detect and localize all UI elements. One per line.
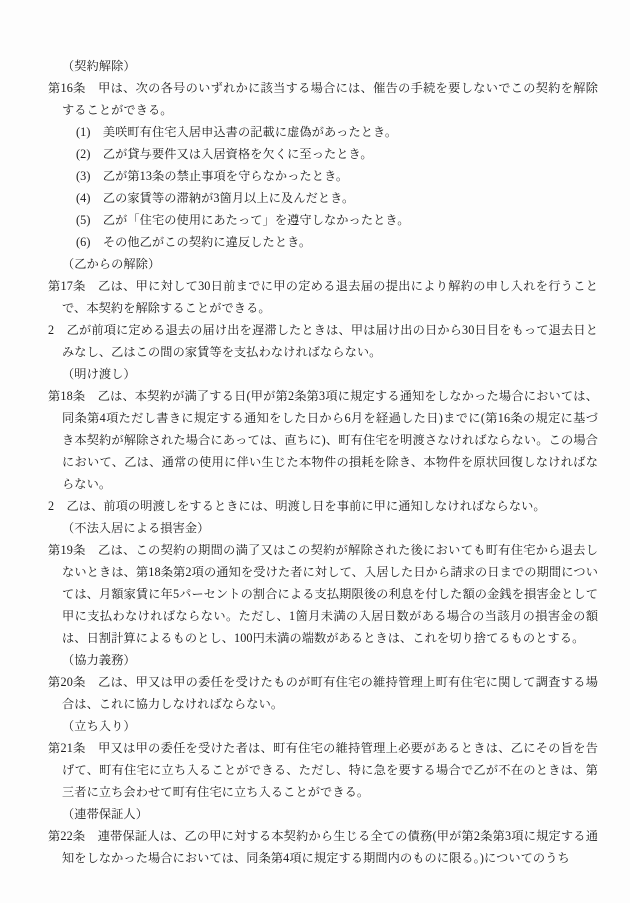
article-18-paragraph-2-marker: 2 — [48, 499, 55, 513]
article-16-item-1-marker: (1) — [76, 125, 91, 139]
article-22 — [48, 825, 598, 869]
marker-gap — [86, 675, 99, 689]
article-22-marker: 第22条 — [48, 829, 86, 843]
heading-joint-guarantor-text: （連帯保証人） — [62, 807, 149, 821]
heading-surrender-text: （明け渡し） — [62, 367, 136, 381]
article-16-item-6 — [48, 231, 598, 253]
article-16-item-1 — [48, 121, 598, 143]
article-18-text: 乙は、本契約が満了する日(甲が第2条第3項に規定する通知をしなかった場合においては、同条第4項ただし書きに規定する通知をした日から6月を経過した日)までに(第16条の規定に基づき本契約が解除された場合にあっては、直ちに)、町有住宅を明渡さなければならない。この場合において、乙は、通常の使用に伴い生じた本物件の損耗を除き、本物件を原状回復しなければならない。 — [62, 389, 598, 491]
article-16-item-5 — [48, 209, 598, 231]
article-18-marker: 第18条 — [48, 389, 86, 403]
article-22-text: 連帯保証人は、乙の甲に対する本契約から生じる全ての債務(甲が第2条第3項に規定する通知をしなかった場合においては、同条第4項に規定する期間内のものに限る。)についてのうち — [62, 829, 598, 865]
heading-joint-guarantor — [48, 803, 598, 825]
article-20 — [48, 671, 598, 715]
article-21-marker: 第21条 — [48, 741, 86, 755]
heading-entry — [48, 715, 598, 737]
article-17-paragraph-2 — [48, 319, 598, 363]
article-17 — [48, 275, 598, 319]
article-20-text: 乙は、甲又は甲の委任を受けたものが町有住宅の維持管理上町有住宅に関して調査する場合は、これに協力しなければならない。 — [62, 675, 598, 711]
heading-illegal-occupancy-damages-text: （不法入居による損害金） — [62, 521, 210, 535]
marker-gap — [85, 389, 97, 403]
article-19-text: 乙は、この契約の期間の満了又はこの契約が解除された後においても町有住宅から退去しないときは、第18条第2項の通知を受けた者に対して、入居した日から請求の日までの期間については、月額家賃に年5パーセントの割合による支払期限後の利息を付した額の金銭を損害金として甲に支払わなければならない。ただし、1箇月未満の入居日数がある場合の当該月の損害金の額は、日割計算によるものとし、100円未満の端数があるときは、これを切り捨てるものとする。 — [62, 543, 598, 645]
article-16-item-6-text: その他乙がこの契約に違反したとき。 — [102, 235, 312, 249]
marker-gap — [91, 147, 103, 161]
marker-gap — [85, 829, 97, 843]
heading-cancellation-by-otsu — [48, 253, 598, 275]
article-20-marker: 第20条 — [48, 675, 86, 689]
article-16-item-2-marker: (2) — [76, 147, 91, 161]
article-17-paragraph-2-marker: 2 — [48, 323, 55, 337]
article-17-text: 乙は、甲に対して30日前までに甲の定める退去届の提出により解約の申し入れを行うことで、本契約を解除することができる。 — [62, 279, 598, 315]
article-16-text: 甲は、次の各号のいずれかに該当する場合には、催告の手続を要しないでこの契約を解除することができる。 — [62, 81, 598, 117]
article-16-item-4 — [48, 187, 598, 209]
article-19 — [48, 539, 598, 649]
article-17-marker: 第17条 — [48, 279, 86, 293]
article-16-item-3-marker: (3) — [76, 169, 91, 183]
heading-surrender — [48, 363, 598, 385]
article-19-marker: 第19条 — [48, 543, 86, 557]
marker-gap — [91, 213, 103, 227]
article-16-item-5-text: 乙が「住宅の使用にあたって」を遵守しなかったとき。 — [102, 213, 410, 227]
marker-gap — [91, 191, 103, 205]
article-16-item-4-text: 乙の家賃等の滞納が3箇月以上に及んだとき。 — [102, 191, 355, 205]
article-21 — [48, 737, 598, 803]
heading-duty-of-cooperation — [48, 649, 598, 671]
article-18-paragraph-2 — [48, 495, 598, 517]
marker-gap — [54, 499, 66, 513]
marker-gap — [86, 279, 99, 293]
marker-gap — [54, 323, 66, 337]
marker-gap — [86, 81, 99, 95]
marker-gap — [86, 543, 99, 557]
article-18-paragraph-2-text: 乙は、前項の明渡しをするときには、明渡し日を事前に甲に通知しなければならない。 — [66, 499, 546, 513]
article-16-item-3-text: 乙が第13条の禁止事項を守らなかったとき。 — [102, 169, 349, 183]
article-16-item-6-marker: (6) — [76, 235, 91, 249]
article-16-marker: 第16条 — [48, 81, 86, 95]
heading-illegal-occupancy-damages — [48, 517, 598, 539]
article-16 — [48, 77, 598, 121]
document-body — [48, 55, 598, 869]
heading-contract-cancellation — [48, 55, 598, 77]
article-16-item-5-marker: (5) — [76, 213, 91, 227]
heading-contract-cancellation-text: （契約解除） — [62, 59, 136, 73]
article-16-item-3 — [48, 165, 598, 187]
article-18 — [48, 385, 598, 495]
article-16-item-4-marker: (4) — [76, 191, 91, 205]
article-16-item-1-text: 美咲町有住宅入居申込書の記載に虚偽があったとき。 — [102, 125, 398, 139]
marker-gap — [91, 169, 103, 183]
marker-gap — [86, 741, 99, 755]
marker-gap — [91, 125, 103, 139]
article-16-item-2-text: 乙が貸与要件又は入居資格を欠くに至ったとき。 — [102, 147, 373, 161]
article-16-item-2 — [48, 143, 598, 165]
article-21-text: 甲又は甲の委任を受けた者は、町有住宅の維持管理上必要があるときは、乙にその旨を告げて、町有住宅に立ち入ることができる、ただし、特に急を要する場合で乙が不在のときは、第三者に立ち会わせて町有住宅に立ち入ることができる。 — [62, 741, 598, 799]
heading-entry-text: （立ち入り） — [62, 719, 136, 733]
heading-cancellation-by-otsu-text: （乙からの解除） — [62, 257, 161, 271]
heading-duty-of-cooperation-text: （協力義務） — [62, 653, 136, 667]
marker-gap — [91, 235, 103, 249]
article-17-paragraph-2-text: 乙が前項に定める退去の届け出を遅滞したときは、甲は届け出の日から30日目をもって退去日とみなし、乙はこの間の家賃等を支払わなければならない。 — [62, 323, 598, 359]
